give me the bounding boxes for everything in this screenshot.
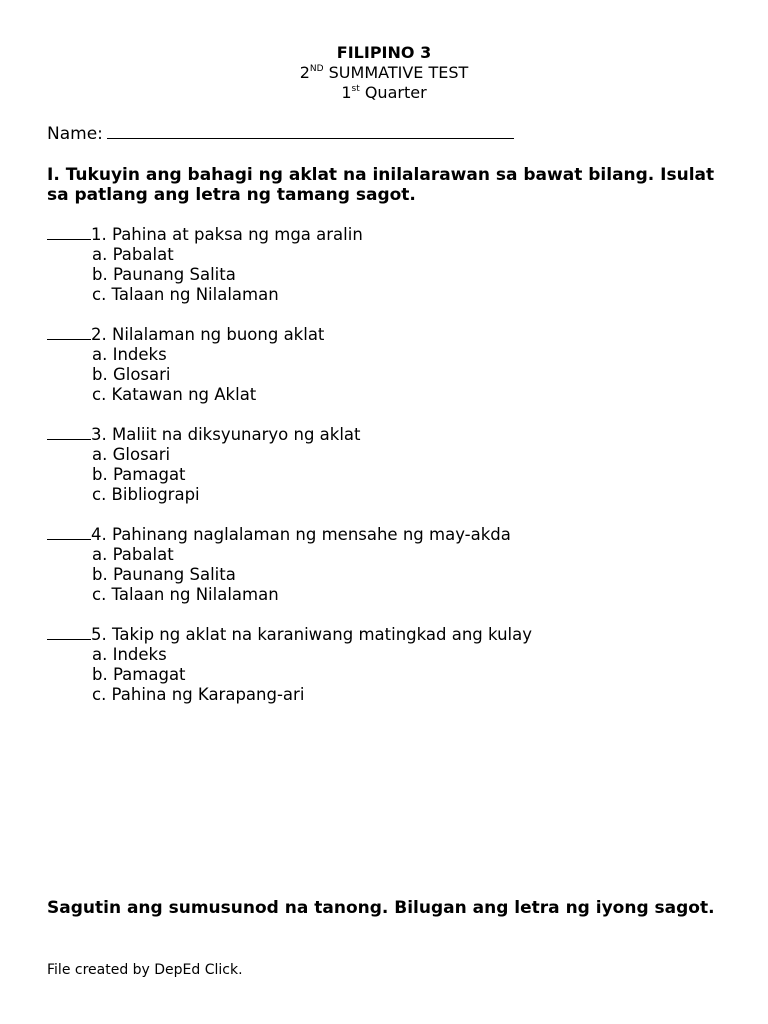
answer-blank bbox=[47, 624, 91, 640]
subject-title: FILIPINO 3 bbox=[336, 43, 432, 62]
question-line bbox=[47, 224, 532, 245]
quarter-title bbox=[0, 83, 768, 103]
choice-item: b. Pamagat bbox=[92, 665, 186, 684]
answer-blank bbox=[47, 324, 91, 340]
choice-list bbox=[47, 645, 532, 705]
instruction-part-2: Sagutin ang sumusunod na tanong. Bilugan ang letra ng iyong sagot. bbox=[47, 898, 715, 918]
choice-item: c. Katawan ng Aklat bbox=[92, 385, 257, 404]
name-label: Name: bbox=[47, 124, 103, 144]
question-text: 4. Pahinang naglalaman ng mensahe ng may-akda bbox=[91, 525, 511, 544]
choice-list bbox=[47, 545, 532, 605]
choice-item: a. Pabalat bbox=[92, 245, 174, 264]
choice-item: a. Indeks bbox=[92, 645, 167, 664]
instruction-part-1: I. Tukuyin ang bahagi ng aklat na inilalarawan sa bawat bilang. Isulat sa patlang ang letra ng tamang sagot. bbox=[47, 165, 715, 205]
answer-blank bbox=[47, 224, 91, 240]
name-blank-line bbox=[107, 121, 514, 139]
question-line bbox=[47, 324, 532, 345]
question-text: 5. Takip ng aklat na karaniwang matingkad ang kulay bbox=[91, 625, 532, 644]
footer-credit: File created by DepEd Click. bbox=[47, 962, 243, 978]
test-number-suffix: ND bbox=[309, 63, 324, 74]
test-title bbox=[0, 63, 768, 83]
quarter-label: Quarter bbox=[359, 83, 427, 102]
question-item bbox=[47, 324, 532, 405]
question-item bbox=[47, 624, 532, 705]
quarter-number-suffix: st bbox=[351, 83, 360, 94]
question-line bbox=[47, 424, 532, 445]
choice-item: a. Pabalat bbox=[92, 545, 174, 564]
choice-list bbox=[47, 345, 532, 405]
choice-item: b. Glosari bbox=[92, 365, 171, 384]
question-line bbox=[47, 624, 532, 645]
choice-item: b. Pamagat bbox=[92, 465, 186, 484]
question-text: 3. Maliit na diksyunaryo ng aklat bbox=[91, 425, 361, 444]
choice-item: c. Bibliograpi bbox=[92, 485, 200, 504]
choice-item: a. Glosari bbox=[92, 445, 171, 464]
document-header bbox=[0, 43, 768, 103]
question-list bbox=[47, 224, 532, 724]
answer-blank bbox=[47, 524, 91, 540]
choice-item: b. Paunang Salita bbox=[92, 565, 236, 584]
question-text: 1. Pahina at paksa ng mga aralin bbox=[91, 225, 363, 244]
quarter-number: 1 bbox=[341, 83, 352, 102]
choice-item: c. Talaan ng Nilalaman bbox=[92, 285, 279, 304]
test-number: 2 bbox=[299, 63, 310, 82]
question-item bbox=[47, 224, 532, 305]
choice-item: a. Indeks bbox=[92, 345, 167, 364]
question-text: 2. Nilalaman ng buong aklat bbox=[91, 325, 325, 344]
choice-list bbox=[47, 245, 532, 305]
test-label: SUMMATIVE TEST bbox=[323, 63, 469, 82]
choice-item: c. Pahina ng Karapang-ari bbox=[92, 685, 305, 704]
name-field-row bbox=[47, 121, 514, 145]
choice-list bbox=[47, 445, 532, 505]
question-line bbox=[47, 524, 532, 545]
question-item bbox=[47, 424, 532, 505]
answer-blank bbox=[47, 424, 91, 440]
choice-item: c. Talaan ng Nilalaman bbox=[92, 585, 279, 604]
question-item bbox=[47, 524, 532, 605]
choice-item: b. Paunang Salita bbox=[92, 265, 236, 284]
